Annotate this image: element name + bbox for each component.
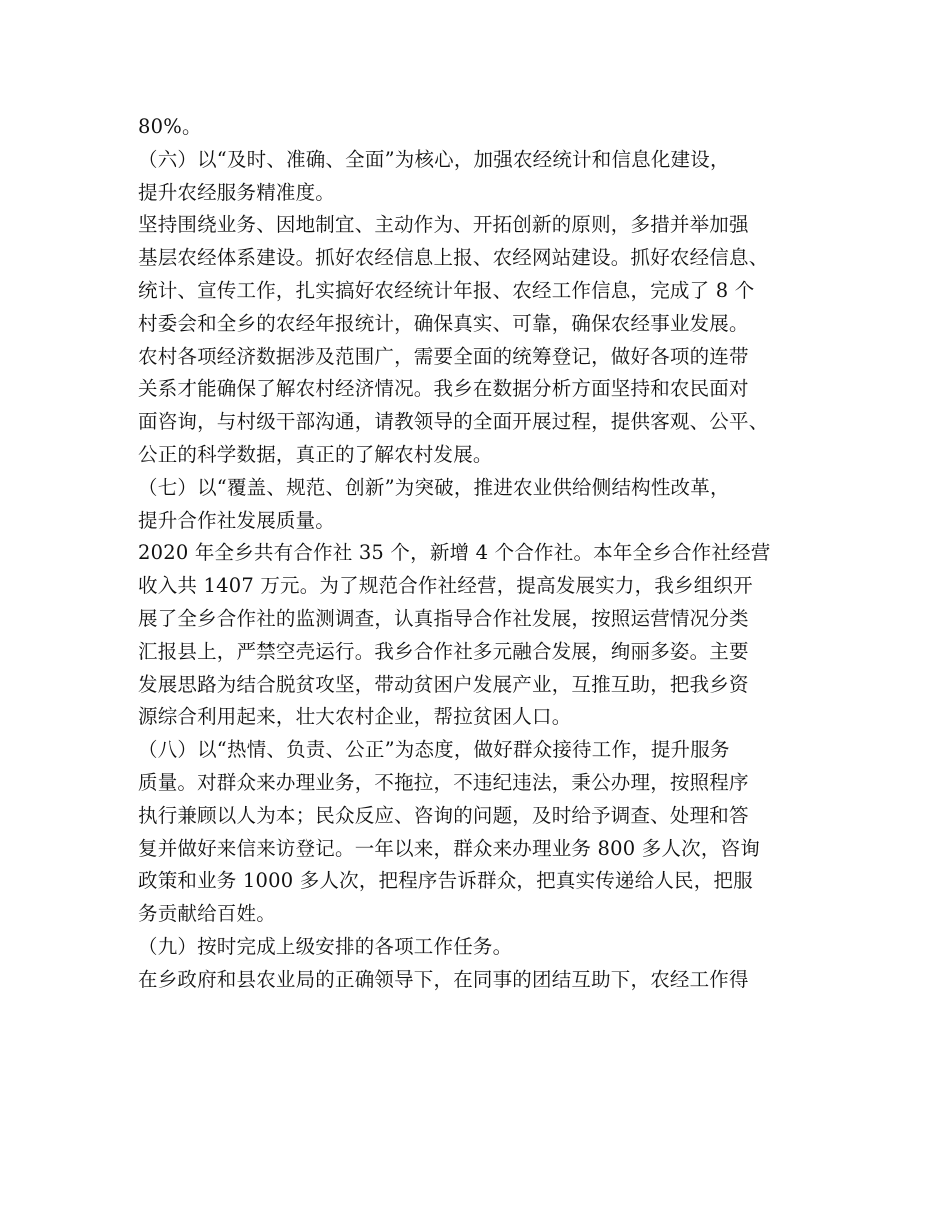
text-line: 基层农经体系建设。抓好农经信息上报、农经网站建设。抓好农经信息、 xyxy=(138,246,769,270)
text-line: 质量。对群众来办理业务，不拖拉，不违纪违法，秉公办理，按照程序 xyxy=(138,770,749,794)
text-line: 政策和业务 1000 多人次，把程序告诉群众，把真实传递给人民，把服 xyxy=(138,869,753,893)
text-line: 源综合利用起来，壮大农村企业，帮拉贫困人口。 xyxy=(138,705,572,729)
section-heading-6: （六）以“及时、准确、全面”为核心，加强农经统计和信息化建设， xyxy=(138,147,730,171)
document-body xyxy=(138,111,828,997)
text-line: 面咨询，与村级干部沟通，请教领导的全面开展过程，提供客观、公平、 xyxy=(138,410,769,434)
text-line: 公正的科学数据，真正的了解农村发展。 xyxy=(138,442,493,466)
section-heading-9: （九）按时完成上级安排的各项工作任务。 xyxy=(138,934,513,958)
section-heading-7-cont: 提升合作社发展质量。 xyxy=(138,508,336,532)
text-line: 汇报县上，严禁空壳运行。我乡合作社多元融合发展，绚丽多姿。主要 xyxy=(138,639,749,663)
text-line: 执行兼顾以人为本；民众反应、咨询的问题，及时给予调查、处理和答 xyxy=(138,803,749,827)
text-line: 关系才能确保了解农村经济情况。我乡在数据分析方面坚持和农民面对 xyxy=(138,377,749,401)
text-line: 务贡献给百姓。 xyxy=(138,902,276,926)
text-line: 村委会和全乡的农经年报统计，确保真实、可靠，确保农经事业发展。 xyxy=(138,311,749,335)
text-line: 在乡政府和县农业局的正确领导下，在同事的团结互助下，农经工作得 xyxy=(138,967,749,991)
text-line: 农村各项经济数据涉及范围广，需要全面的统筹登记，做好各项的连带 xyxy=(138,344,749,368)
text-line: 收入共 1407 万元。为了规范合作社经营，提高发展实力，我乡组织开 xyxy=(138,574,753,598)
text-line: 坚持围绕业务、因地制宜、主动作为、开拓创新的原则，多措并举加强 xyxy=(138,213,749,237)
section-heading-7: （七）以“覆盖、规范、创新”为突破，推进农业供给侧结构性改革， xyxy=(138,475,730,499)
section-heading-8: （八）以“热情、负责、公正”为态度，做好群众接待工作，提升服务 xyxy=(138,738,730,762)
text-line: 2020 年全乡共有合作社 35 个，新增 4 个合作社。本年全乡合作社经营 xyxy=(138,541,771,565)
text-line: 展了全乡合作社的监测调查，认真指导合作社发展，按照运营情况分类 xyxy=(138,606,749,630)
text-line: 统计、宣传工作，扎实搞好农经统计年报、农经工作信息，完成了 8 个 xyxy=(138,278,755,302)
section-heading-6-cont: 提升农经服务精准度。 xyxy=(138,180,336,204)
text-line: 复并做好来信来访登记。一年以来，群众来办理业务 800 多人次，咨询 xyxy=(138,836,760,860)
text-line: 80%。 xyxy=(138,115,202,138)
text-line: 发展思路为结合脱贫攻坚，带动贫困户发展产业，互推互助，把我乡资 xyxy=(138,672,749,696)
